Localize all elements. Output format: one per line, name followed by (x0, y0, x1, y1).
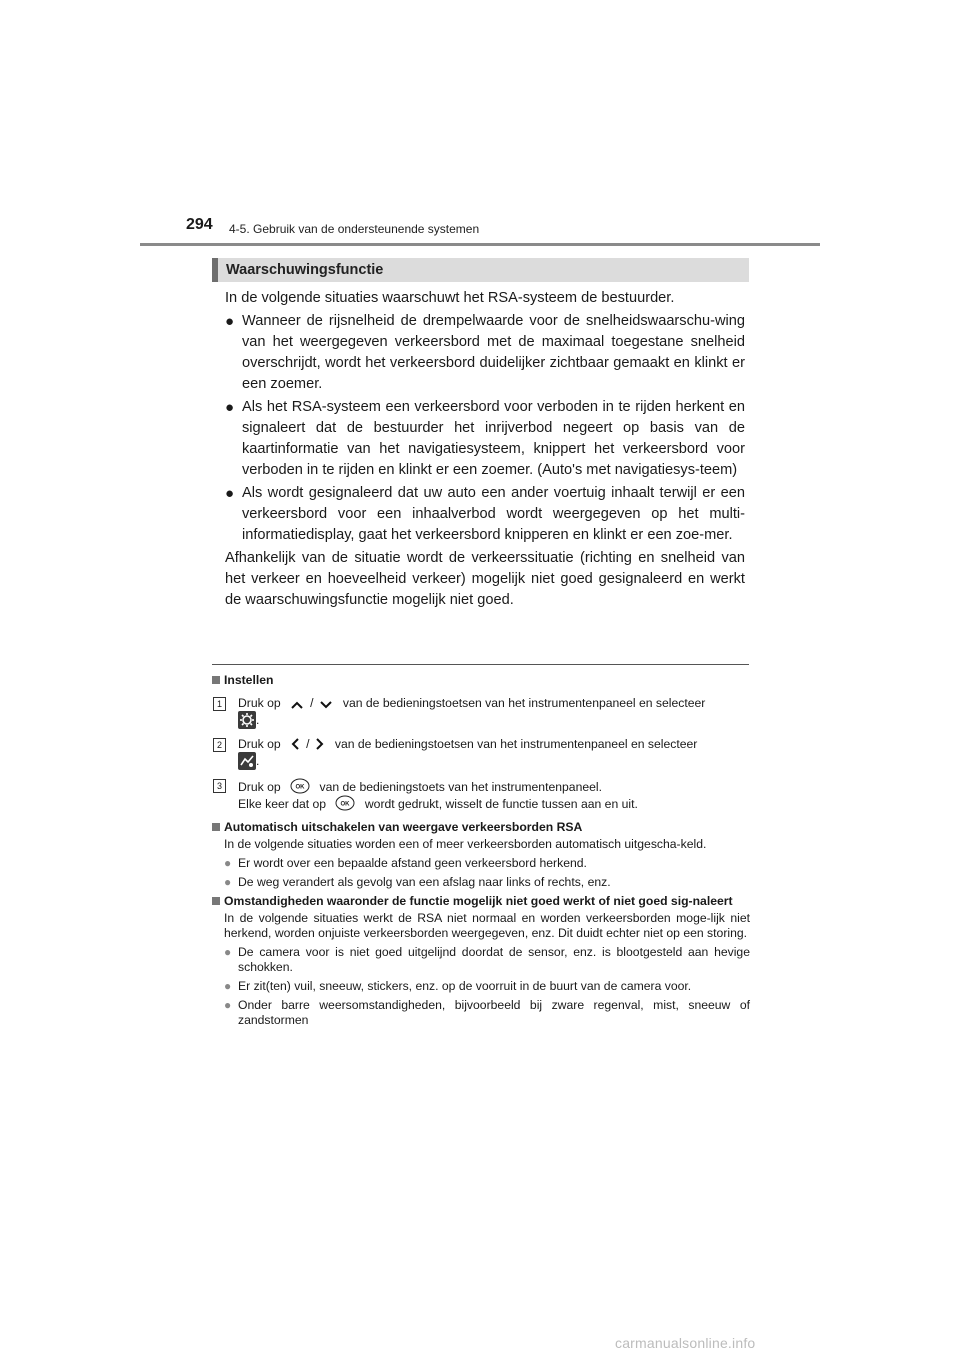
subheading-instellen: Instellen (212, 673, 750, 688)
section-heading-accent (212, 258, 218, 282)
bullet-text: Als het RSA-systeem een verkeersbord voor verboden in te rijden herkent en signaleert dat de bestuurder het inrijverbod negeert op basis van de kaartinformatie van het navigatiesysteem, knippert het verkeersbord voor verboden in te rijden en klinkt er een zoemer. (Auto's met navigatiesys-teem) (242, 399, 745, 478)
main-text (225, 288, 745, 611)
bullet-text: Wanneer de rijsnelheid de drempelwaarde voor de snelheidswaarschu-wing van het weergegeven verkeersbord met de maximaal toegestane snelheid overschrijdt, wordt het verkeersbord duidelijker zichtbaar gemaakt en klinkt er een zoemer. (242, 313, 745, 392)
bullet-dot-icon: ● (224, 945, 232, 959)
conditions-bullet: ● Er zit(ten) vuil, sneeuw, stickers, enz. op de voorruit in de buurt van de camera voor. (224, 979, 692, 993)
intro-paragraph: In de volgende situaties waarschuwt het RSA-systeem de bestuurder. (225, 290, 675, 306)
step-1: 1 Druk op / van de bedieningstoetsen van het instrumentenpaneel en selecteer . (212, 696, 750, 729)
road-sign-assist-icon (238, 752, 256, 770)
svg-text:OK: OK (340, 801, 350, 808)
auto-off-bullet: ● De weg verandert als gevolg van een afslag naar links of rechts, enz. (224, 875, 611, 889)
bullet-dot-icon: ● (225, 313, 235, 330)
svg-text:OK: OK (295, 784, 305, 791)
conditions-bullet: ● Onder barre weersomstandigheden, bijvoorbeeld bij zware regenval, mist, sneeuw of zandstormen (224, 998, 750, 1027)
section-heading-bar (212, 258, 749, 282)
watermark: carmanualsonline.info (615, 1335, 756, 1351)
arrow-up-icon (290, 700, 304, 710)
subheading-auto-off: Automatisch uitschakelen van weergave verkeersborden RSA (212, 820, 750, 835)
square-bullet-icon (212, 823, 220, 831)
page-number: 294 (186, 216, 213, 233)
step-2: 2 Druk op / van de bedieningstoetsen van het instrumentenpaneel en selecteer . (212, 737, 750, 770)
step-number: 1 (213, 697, 226, 711)
section-divider (212, 664, 749, 665)
header-rule (140, 243, 820, 246)
square-bullet-icon (212, 897, 220, 905)
bullet-text: Als wordt gesignaleerd dat uw auto een ander voertuig inhaalt terwijl er een verkeersbord voor een inhaalverbod wordt weergegeven op het multi-informatiedisplay, gaat het verkeersbord knipperen en klinkt er een zoe-mer. (242, 485, 745, 543)
ok-button-icon (335, 795, 355, 811)
warning-bullet (225, 311, 745, 395)
step-3: 3 Druk op OK van de bedieningstoets van het instrumentenpaneel. Elke keer dat op OK wordt gedrukt, wisselt de functie tussen aan en uit. (212, 778, 750, 812)
warning-bullet (225, 483, 745, 546)
bullet-dot-icon: ● (225, 485, 235, 502)
chapter-title: 4-5. Gebruik van de ondersteunende systemen (229, 222, 480, 236)
bullet-dot-icon: ● (224, 998, 232, 1012)
warning-bullet (225, 397, 745, 481)
arrow-right-icon (315, 737, 325, 751)
bullet-dot-icon: ● (224, 979, 232, 993)
step-number: 3 (213, 779, 226, 793)
subheading-conditions: Omstandigheden waaronder de functie mogelijk niet goed werkt of niet goed sig-naleert (212, 894, 750, 909)
bullet-dot-icon: ● (224, 875, 232, 889)
conditions-bullet: ● De camera voor is niet goed uitgelijnd doordat de sensor, enz. is blootgesteld aan hevige schokken. (224, 945, 750, 974)
step-number: 2 (213, 738, 226, 752)
section-heading: Waarschuwingsfunctie (226, 262, 384, 278)
square-bullet-icon (212, 676, 220, 684)
closing-paragraph: Afhankelijk van de situatie wordt de verkeerssituatie (richting en snelheid van het verkeer en hoeveelheid verkeer) mogelijk niet goed gesignaleerd en werkt de waarschuwingsfunctie mogelijk niet goed. (225, 550, 745, 608)
arrow-down-icon (319, 700, 333, 710)
auto-off-bullet: ● Er wordt over een bepaalde afstand geen verkeersbord herkend. (224, 856, 587, 870)
settings-gear-icon (238, 711, 256, 729)
conditions-intro: In de volgende situaties werkt de RSA niet normaal en worden verkeersborden moge-lijk niet herkend, worden onjuiste verkeersborden weergegeven, enz. Dit duidt echter niet op een storing. (224, 911, 750, 940)
bullet-dot-icon: ● (224, 856, 232, 870)
auto-off-intro: In de volgende situaties worden een of meer verkeersborden automatisch uitgescha-keld. (224, 837, 707, 851)
arrow-left-icon (290, 737, 300, 751)
bullet-dot-icon: ● (225, 399, 235, 416)
notes-section (212, 673, 750, 1032)
ok-button-icon (290, 778, 310, 794)
